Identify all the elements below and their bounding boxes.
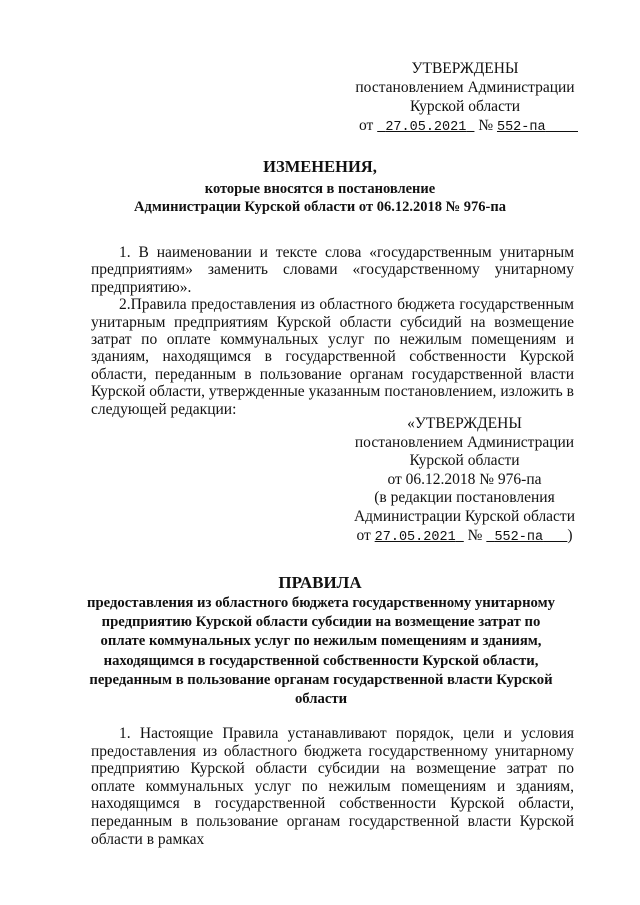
approval-number: 552-па — [496, 120, 546, 135]
rules-subtitle: предоставления из областного бюджета государственному унитарному предприятию Курской области субсидии на возмещение затрат по оплате коммунальных услуг по нежилым помещениям и зданиям, находящимся в государственной собственности Курской области, переданным в пользование органам государственной власти Курской области — [87, 595, 555, 708]
inner-approval-number: 552-па — [494, 529, 544, 545]
inner-approval-date-prefix: от — [356, 526, 371, 544]
approval-title: УТВЕРЖДЕНЫ — [411, 60, 519, 77]
changes-subtitle-2: Администрации Курской области от 06.12.2018 № 976-па — [134, 199, 506, 215]
rules-title: ПРАВИЛА — [278, 573, 362, 592]
paragraph-1: 1. В наименовании и тексте слова «государственным унитарным предприятиям» заменить словами «государственному унитарному предприятию». — [91, 244, 574, 296]
inner-approval-close: ) — [567, 526, 573, 544]
approval-date: 27.05.2021 — [385, 120, 467, 135]
approval-date-prefix: от — [359, 117, 374, 134]
inner-approval-line-5: Администрации Курской области — [353, 507, 576, 525]
inner-approval-date: 27.05.2021 — [374, 529, 456, 545]
inner-approval-line-2: Курской области — [409, 452, 520, 470]
approval-date-line — [355, 116, 575, 137]
inner-approval-title: «УТВЕРЖДЕНЫ — [407, 415, 522, 432]
rules-body — [91, 725, 574, 848]
approval-block-top — [355, 59, 575, 137]
approval-block-inner — [352, 415, 577, 547]
paragraph-2: 2.Правила предоставления из областного бюджета государственным унитарным предприятиям Курской области субсидий на возмещение затрат по оплате коммунальных услуг по нежилым помещениям и зданиям, находящимся в государственной собственности Курской области, переданным в пользование органам государственной власти Курской области, утвержденные указанным постановлением, изложить в следующей редакции: — [91, 296, 574, 418]
changes-title: ИЗМЕНЕНИЯ, — [263, 157, 377, 176]
inner-approval-line-4: (в редакции постановления — [374, 489, 555, 507]
approval-line-1: постановлением Администрации — [355, 79, 575, 96]
rules-paragraph-1: 1. Настоящие Правила устанавливают порядок, цели и условия предоставления из областного бюджета государственному унитарному предприятию Курской области субсидии на возмещение затрат по оплате коммунальных услуг по нежилым помещениям и зданиям, находящимся в государственной собственности Курской области, переданным в пользование органам государственной власти Курской области в рамках — [91, 725, 574, 848]
approval-line-2: Курской области — [409, 98, 521, 115]
inner-approval-date-line — [352, 527, 577, 548]
inner-approval-line-3: от 06.12.2018 № 976-па — [387, 470, 542, 488]
changes-subtitle-1: которые вносятся в постановление — [204, 181, 436, 197]
approval-number-prefix: № — [478, 117, 494, 134]
changes-body — [91, 244, 574, 418]
inner-approval-line-1: постановлением Администрации — [354, 433, 575, 451]
inner-approval-number-prefix: № — [467, 526, 483, 544]
